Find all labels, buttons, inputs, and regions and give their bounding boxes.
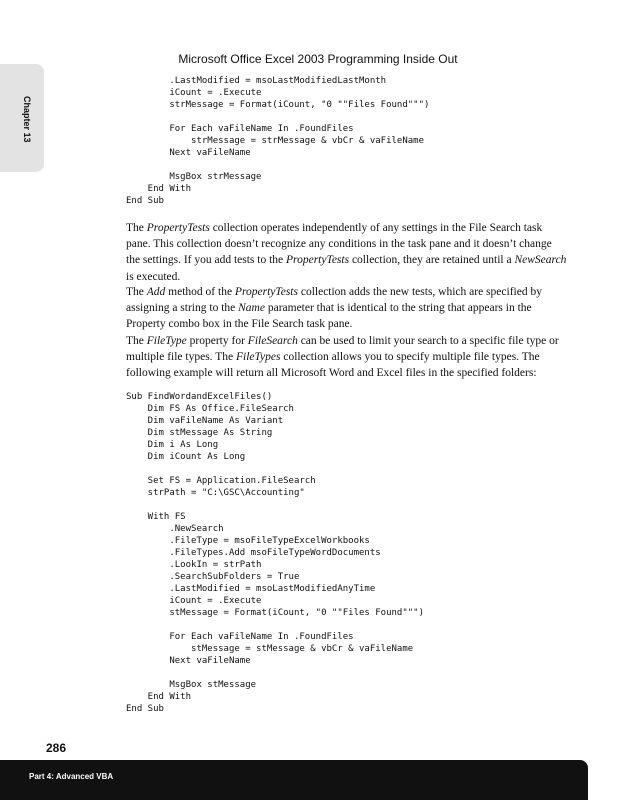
code-line: Next vaFileName [126, 148, 251, 158]
code-line: For Each vaFileName In .FoundFiles [126, 632, 354, 642]
text-run: can be used to limit your search to a specific file type or multiple file types. The [126, 335, 559, 364]
italic-term: Add [146, 286, 166, 298]
code-line: stMessage = stMessage & vbCr & vaFileName [126, 644, 414, 654]
code-line: End Sub [126, 196, 164, 206]
text-run: collection operates independently of any settings in the File Search task pane. This collection doesn’t recognize any conditions in the task pane and it doesn’t change the settings. If you add tests to the [126, 222, 552, 267]
code-line: Dim i As Long [126, 440, 219, 450]
code-line: Sub FindWordandExcelFiles() [126, 392, 273, 402]
text-run: collection adds the new tests, which are specified by assigning a string to the [126, 286, 542, 315]
page-number: 286 [46, 741, 67, 755]
italic-term: FileType [146, 335, 187, 347]
text-run: The [126, 335, 147, 347]
code-block-2 [126, 391, 424, 715]
code-line: Next vaFileName [126, 656, 251, 666]
code-line: Set FS = Application.FileSearch [126, 476, 316, 486]
code-line: .FileType = msoFileTypeExcelWorkbooks [126, 536, 370, 546]
code-line: strMessage = strMessage & vbCr & vaFileName [126, 136, 425, 146]
code-line: strMessage = Format(iCount, "0 ""Files Found""") [126, 100, 430, 110]
paragraph-property-tests [126, 220, 568, 285]
italic-term: FileTypes [235, 351, 281, 364]
italic-term: PropertyTests [146, 222, 210, 234]
code-line: Dim vaFileName As Variant [126, 416, 284, 426]
code-line: strPath = "C:\GSC\Accounting" [126, 488, 305, 498]
text-run: collection allows you to specify multiple file types. The following example will return all Microsoft Word and Excel files in the specified folders: [126, 351, 540, 380]
code-line: Dim FS As Office.FileSearch [126, 404, 294, 414]
chapter-tab-label: Chapter 13 [22, 96, 32, 143]
code-line: End With [126, 184, 192, 194]
code-line: Dim stMessage As String [126, 428, 273, 438]
footer-bar [0, 760, 588, 800]
code-line: End Sub [126, 704, 164, 714]
code-line: End With [126, 692, 192, 702]
code-line: .LastModified = msoLastModifiedLastMonth [126, 76, 387, 86]
text-run: property for [186, 335, 248, 347]
italic-term: Name [238, 302, 265, 315]
italic-term: FileSearch [247, 335, 298, 347]
text-run: parameter that is identical to the string that appears in the Property combo box in the File Search task pane. [126, 302, 532, 331]
paragraph-add-method [126, 284, 568, 333]
code-line: With FS [126, 512, 186, 522]
part-label: Part 4: Advanced VBA [29, 772, 114, 781]
code-line: For Each vaFileName In .FoundFiles [126, 124, 354, 134]
paragraph-file-type [126, 333, 568, 382]
code-line: iCount = .Execute [126, 88, 262, 98]
text-run: method of the [165, 286, 235, 298]
code-line: stMessage = Format(iCount, "0 ""Files Found""") [126, 608, 425, 618]
running-header-title: Microsoft Office Excel 2003 Programming Inside Out [178, 52, 458, 66]
code-block-1 [126, 75, 429, 207]
code-line: .SearchSubFolders = True [126, 572, 300, 582]
code-line: MsgBox stMessage [126, 680, 257, 690]
text-run: The [126, 222, 147, 234]
code-line: iCount = .Execute [126, 596, 262, 606]
code-line: Dim iCount As Long [126, 452, 246, 462]
code-line: .LookIn = strPath [126, 560, 262, 570]
code-line: .LastModified = msoLastModifiedAnyTime [126, 584, 376, 594]
code-line: .FileTypes.Add msoFileTypeWordDocuments [126, 548, 381, 558]
text-run: The [126, 286, 147, 298]
text-run: is executed. [126, 270, 181, 283]
italic-term: PropertyTests [234, 286, 298, 298]
italic-term: NewSearch [514, 254, 567, 267]
code-line: .NewSearch [126, 524, 224, 534]
code-line: MsgBox strMessage [126, 172, 262, 182]
text-run: collection, they are retained until a [349, 254, 515, 267]
italic-term: PropertyTests [286, 254, 350, 267]
